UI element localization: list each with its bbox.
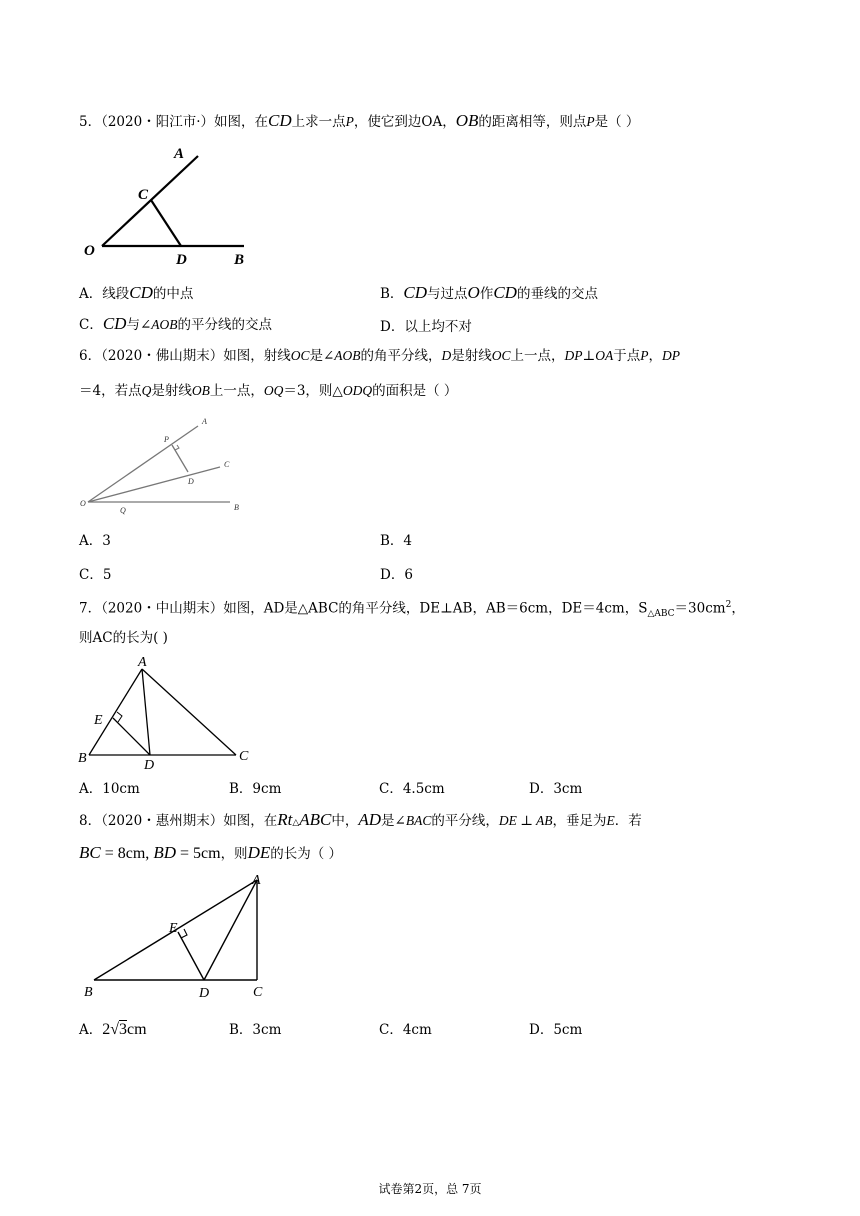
q7-stem-line1: 7．（2020・中山期末）如图，AD是△ABC的角平分线，DE⊥AB，AB＝6cm，DE＝4cm，$S_{\triangle ABC}=30cm^2$，	[79, 600, 745, 620]
q5-label-a: A	[174, 146, 185, 162]
q8-option-b[interactable]: B．3cm	[229, 1022, 282, 1038]
q8-option-a[interactable]: A．2√3cm	[79, 1021, 147, 1038]
q5-label-o: O	[84, 243, 95, 259]
q8-figure	[78, 872, 278, 1000]
page-footer: 试卷第2页，总 7页	[378, 1182, 482, 1196]
q6-option-b[interactable]: B．4	[380, 533, 413, 549]
q5-option-a[interactable]: A．线段CD的中点	[79, 283, 194, 302]
q6-label-q: Q	[120, 506, 126, 515]
q8-label-d: D	[199, 986, 210, 1000]
q8-label-c: C	[253, 985, 263, 1000]
q8-option-d[interactable]: D．5cm	[529, 1022, 583, 1038]
q5-option-b[interactable]: B．CD与过点O作CD的垂线的交点	[380, 283, 598, 302]
q8-label-a: A	[252, 873, 261, 888]
q7-label-e: E	[94, 713, 103, 728]
q8-option-c[interactable]: C．4cm	[379, 1022, 432, 1038]
q5-label-c: C	[138, 187, 149, 203]
q6-option-a[interactable]: A．3	[79, 533, 111, 549]
q6-option-c[interactable]: C．5	[79, 567, 112, 583]
q6-option-d[interactable]: D．6	[380, 567, 413, 583]
q8-label-e: E	[169, 921, 178, 936]
q6-stem-line2: ＝4，若点Q是射线OB上一点，OQ＝3，则△ODQ的面积是（ ）	[79, 383, 458, 399]
q7-option-c[interactable]: C．4.5cm	[379, 781, 445, 797]
q8-stem-line1: 8．（2020・惠州期末）如图，在Rt△ABC中，AD是∠BAC的平分线，DE ⊥ AB，垂足为E．若	[79, 810, 642, 829]
q5-option-d[interactable]: D．以上均不对	[380, 319, 472, 335]
q6-label-b: B	[234, 503, 239, 512]
q7-option-a[interactable]: A．10cm	[79, 781, 140, 797]
q6-label-p: P	[164, 435, 169, 444]
q7-label-b: B	[78, 751, 87, 766]
q7-label-a: A	[138, 655, 147, 670]
q5-label-d: D	[176, 252, 187, 268]
q7-option-b[interactable]: B．9cm	[229, 781, 282, 797]
q5-option-c[interactable]: C．CD与∠AOB的平分线的交点	[79, 314, 273, 333]
q6-stem-line1: 6．（2020・佛山期末）如图，射线OC是∠AOB的角平分线，D是射线OC上一点，DP⊥OA于点P，DP	[79, 348, 680, 364]
q5-figure	[78, 142, 258, 270]
q6-label-c: C	[224, 460, 230, 469]
q8-stem-line2: BC = 8cm, BD = 5cm，则DE的长为（ ）	[79, 843, 343, 862]
q7-label-c: C	[239, 749, 249, 764]
q7-label-d: D	[144, 758, 155, 772]
q7-option-d[interactable]: D．3cm	[529, 781, 583, 797]
q5-label-b: B	[234, 252, 245, 268]
q8-label-b: B	[84, 985, 93, 1000]
q6-label-o: O	[80, 499, 86, 508]
q7-stem-line2: 则AC的长为( )	[79, 630, 168, 646]
q5-stem: 5．（2020・阳江市·）如图，在CD上求一点P，使它到边OA，OB的距离相等，则点P是（ ）	[79, 111, 640, 130]
q7-figure	[78, 654, 258, 772]
q6-figure	[78, 412, 253, 517]
q6-label-d: D	[188, 477, 194, 486]
q6-label-a: A	[202, 417, 207, 426]
